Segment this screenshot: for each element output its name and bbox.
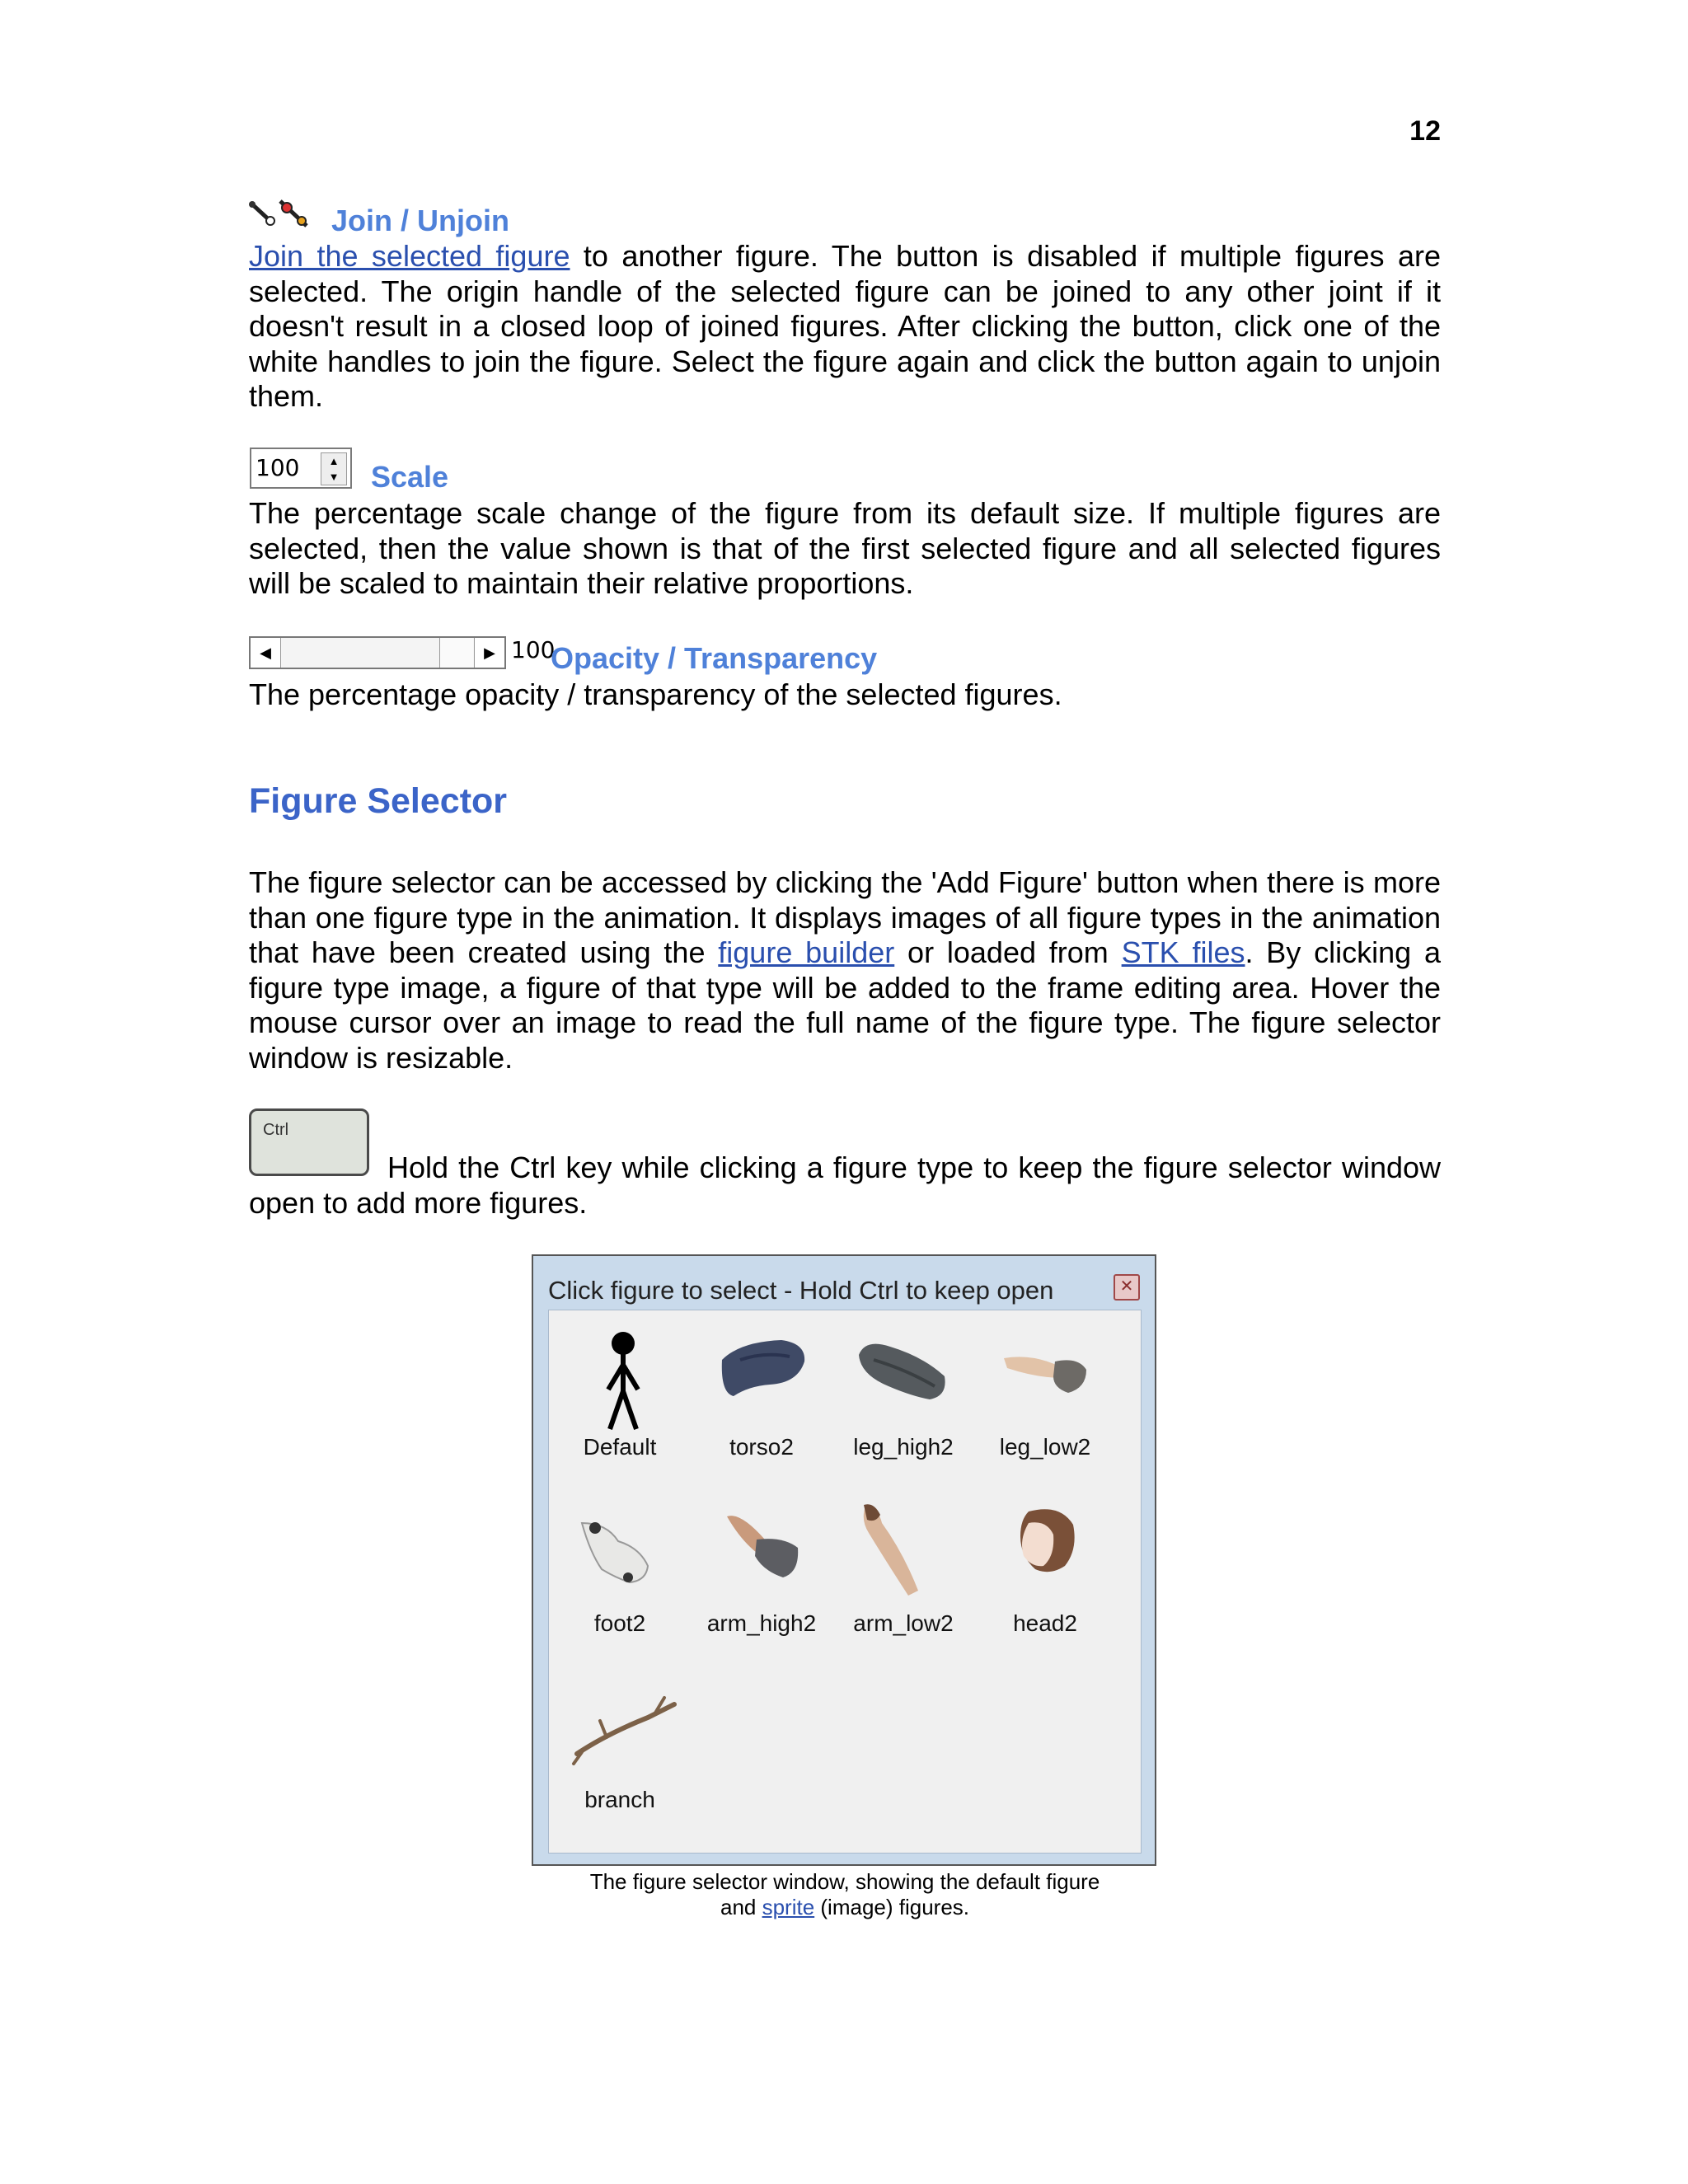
figure-label: Default — [583, 1434, 657, 1460]
figure-builder-link[interactable]: figure builder — [718, 935, 895, 969]
figure-label: leg_high2 — [853, 1434, 954, 1460]
sprite-link[interactable]: sprite — [762, 1895, 815, 1919]
scroll-right-arrow-icon[interactable]: ▶ — [474, 638, 504, 668]
join-unjoin-icon — [247, 198, 315, 232]
stick-figure-icon — [549, 1310, 691, 1434]
caption-text: (image) figures. — [814, 1895, 970, 1919]
figure-caption — [532, 1869, 1158, 1920]
figure-label: branch — [584, 1787, 655, 1812]
opacity-description: The percentage opacity / transparency of the selected figures. — [249, 677, 1062, 711]
scroll-thumb[interactable] — [439, 638, 473, 668]
figure-grid — [548, 1310, 1142, 1854]
spin-down-icon[interactable]: ▼ — [328, 471, 340, 483]
opacity-title: Opacity / Transparency — [551, 641, 878, 675]
scale-description: The percentage scale change of the figure from its default size. If multiple figures are selected, then the value shown is that of the first selected figure and all selected figures will be scaled to maintain their relative proportions. — [249, 496, 1441, 600]
scale-title: Scale — [371, 460, 449, 494]
caption-text: and — [720, 1895, 762, 1919]
opacity-scrollbar[interactable] — [249, 636, 506, 669]
arm-low-sprite-icon — [832, 1487, 974, 1610]
spin-up-icon[interactable]: ▲ — [328, 455, 340, 467]
scale-spinbox[interactable] — [250, 448, 352, 489]
window-title: Click figure to select - Hold Ctrl to keep open — [548, 1276, 1054, 1305]
close-icon[interactable]: ✕ — [1114, 1274, 1140, 1301]
leg-high-sprite-icon — [832, 1310, 974, 1434]
join-unjoin-description — [249, 239, 1441, 415]
join-unjoin-title: Join / Unjoin — [331, 204, 509, 237]
section-heading: Figure Selector — [249, 781, 508, 821]
paragraph-text: . By clicking a figure type image, a figure of that type will be added to the frame editing area. Hover the mouse cursor over an image to read the full name of the figure type. The figure selector window is resizable. — [249, 935, 1442, 1075]
scale-spin-buttons[interactable] — [321, 452, 347, 485]
join-selected-figure-link[interactable]: Join the selected figure — [249, 239, 570, 273]
paragraph-text: The figure selector can be accessed by clicking the 'Add Figure' button when there is more than one figure type in the animation. It displays images of all figure types in the animation that have been created using the — [249, 865, 1441, 969]
branch-sprite-icon — [549, 1663, 691, 1787]
figure-label: arm_low2 — [853, 1610, 954, 1636]
figure-label: leg_low2 — [999, 1434, 1091, 1460]
figure-label: foot2 — [593, 1610, 646, 1636]
ctrl-paragraph — [249, 1151, 1441, 1221]
ctrl-key-label: Ctrl — [263, 1121, 289, 1139]
figure-selector-paragraph — [249, 865, 1441, 1076]
figure-selector-window — [532, 1254, 1156, 1866]
torso-sprite-icon — [691, 1310, 832, 1434]
join-description-text: to another figure. The button is disabled if multiple figures are selected. The origin handle of the selected figure can be joined to any other joint if it doesn't result in a closed loop of joined figures. After clicking the button, click one of the white handles to join the figure. Select the figure again and click the button again to unjoin them. — [249, 239, 1442, 413]
figure-label: head2 — [1013, 1610, 1077, 1636]
caption-line-1: The figure selector window, showing the default figure — [589, 1869, 1100, 1894]
page-number: 12 — [1409, 115, 1441, 147]
foot-sprite-icon — [549, 1487, 691, 1610]
paragraph-text: or loaded from — [894, 935, 1122, 969]
caption-line-2 — [532, 1895, 1158, 1920]
stk-files-link[interactable]: STK files — [1121, 935, 1245, 969]
scroll-left-arrow-icon[interactable]: ◀ — [251, 638, 281, 668]
scale-value: 100 — [256, 454, 300, 481]
leg-low-sprite-icon — [974, 1310, 1116, 1434]
opacity-value: 100 — [511, 636, 556, 663]
ctrl-paragraph-text: Hold the Ctrl key while clicking a figure type to keep the figure selector window open to add more figures. — [249, 1151, 1441, 1220]
figure-label: torso2 — [729, 1434, 794, 1460]
arm-high-sprite-icon — [691, 1487, 832, 1610]
figure-label: arm_high2 — [706, 1610, 817, 1636]
head-sprite-icon — [974, 1487, 1116, 1610]
